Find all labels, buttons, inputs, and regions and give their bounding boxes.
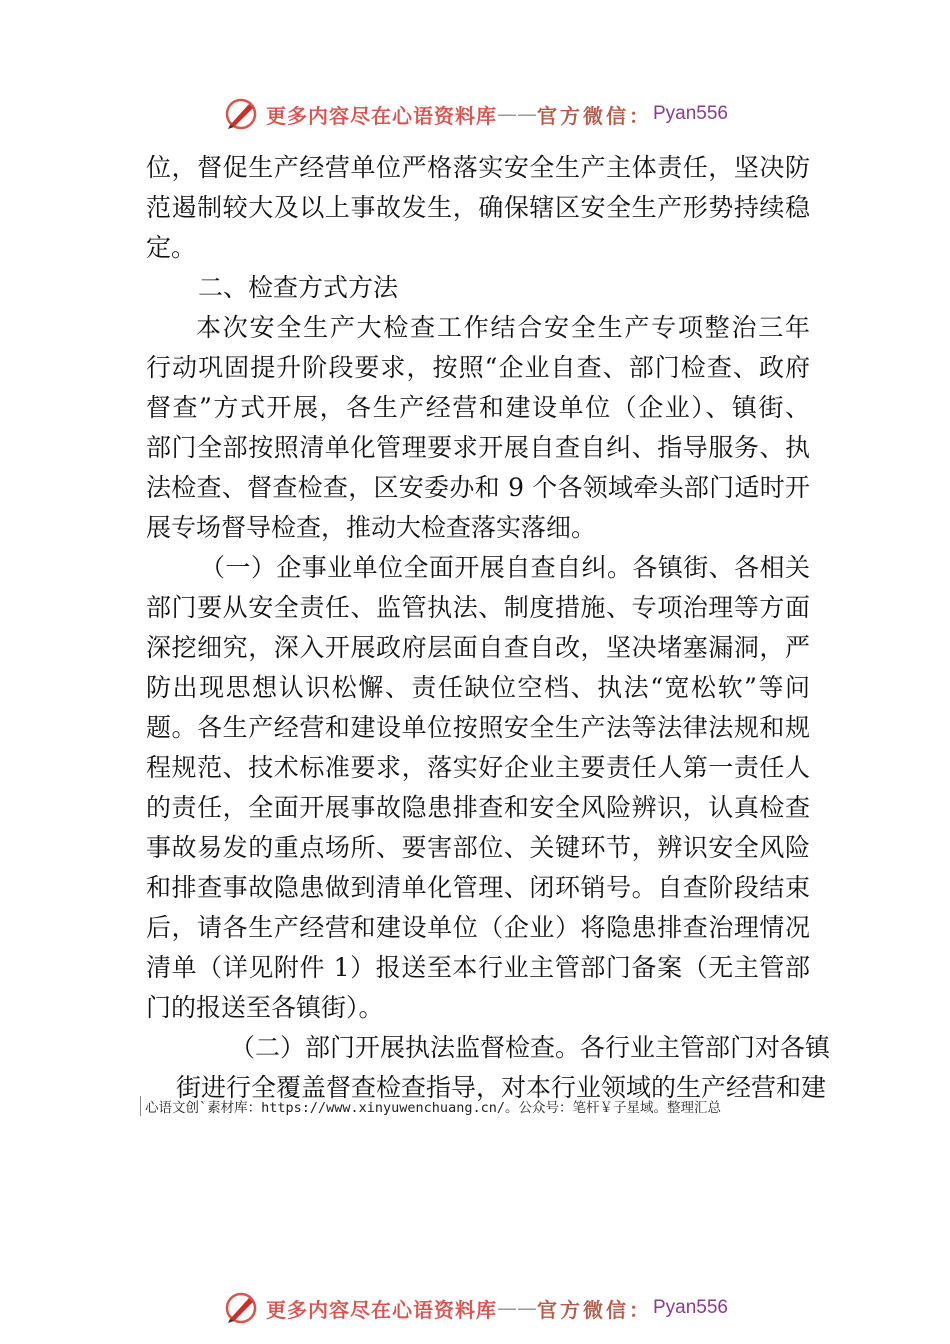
text-line: 街进行全覆盖督查检查指导，对本行业领域的生产经营和建 [176,1073,827,1102]
pen-logo-icon [222,95,260,133]
banner-account: Pyan556 [652,1297,728,1318]
text-line: 程规范、技术标准要求，落实好企业主要责任人第一责任人 [146,753,810,782]
banner-label: 官方微信 [536,103,629,128]
banner-label: 官方微信 [536,1297,629,1322]
source-footer-note: 心语文创`素材库：https://www.xinyuwenchuang.cn/。公众号：笔杆￥子星域。整理汇总 [140,1096,855,1116]
document-body [146,148,831,1108]
text-line: 深挖细究，深入开展政府层面自查自改，坚决堵塞漏洞，严 [146,633,810,662]
text-line: 和排查事故隐患做到清单化管理、闭环销号。自查阶段结束 [146,873,810,902]
text-line: 法检查、督查检查，区安委办和 9 个各领域牵头部门适时开 [146,473,810,502]
text-line: 定。 [146,233,197,262]
top-watermark-banner [0,94,950,134]
text-line: 的责任，全面开展事故隐患排查和安全风险辨识，认真检查 [146,793,810,822]
banner-highlight-text: 更多内容尽在心语资料库 [265,103,497,128]
text-line: 清单（详见附件 1）报送至本行业主管部门备案（无主管部 [146,953,810,982]
banner-highlight-text: 更多内容尽在心语资料库 [265,1297,497,1322]
text-line: 事故易发的重点场所、要害部位、关键环节，辨识安全风险 [146,833,810,862]
banner-dash: —— [496,102,537,126]
subsection-line: （二）部门开展执法监督检查。各行业主管部门对各镇 [230,1033,831,1062]
text-line: 题。各生产经营和建设单位按照安全生产法等法律法规和规 [146,713,810,742]
banner-colon: ： [628,103,649,128]
text-line: 本次安全生产大检查工作结合安全生产专项整治三年 [196,313,810,342]
banner-colon: ： [628,1297,649,1322]
banner-dash: —— [496,1296,537,1320]
subsection-line: （一）企事业单位全面开展自查自纠。各镇街、各相关 [200,553,810,582]
text-line: 位，督促生产经营单位严格落实安全生产主体责任，坚决防 [146,153,810,182]
text-line: 后，请各生产经营和建设单位（企业）将隐患排查治理情况 [146,913,810,942]
text-line: 行动巩固提升阶段要求，按照“企业自查、部门检查、政府 [146,353,810,382]
text-line: 部门全部按照清单化管理要求开展自查自纠、指导服务、执 [146,433,810,462]
text-line: 督查”方式开展，各生产经营和建设单位（企业）、镇街、 [146,393,810,422]
banner-account: Pyan556 [652,103,728,124]
bottom-watermark-banner [0,1288,950,1328]
text-line: 展专场督导检查，推动大检查落实落细。 [146,513,597,542]
text-line: 范遏制较大及以上事故发生，确保辖区安全生产形势持续稳 [146,193,810,222]
text-line: 门的报送至各镇街）。 [146,993,384,1022]
text-line: 防出现思想认识松懈、责任缺位空档、执法“宽松软”等问 [146,673,810,702]
text-line: 部门要从安全责任、监管执法、制度措施、专项治理等方面 [146,593,810,622]
pen-logo-icon [222,1289,260,1327]
section-heading: 二、检查方式方法 [198,273,399,302]
